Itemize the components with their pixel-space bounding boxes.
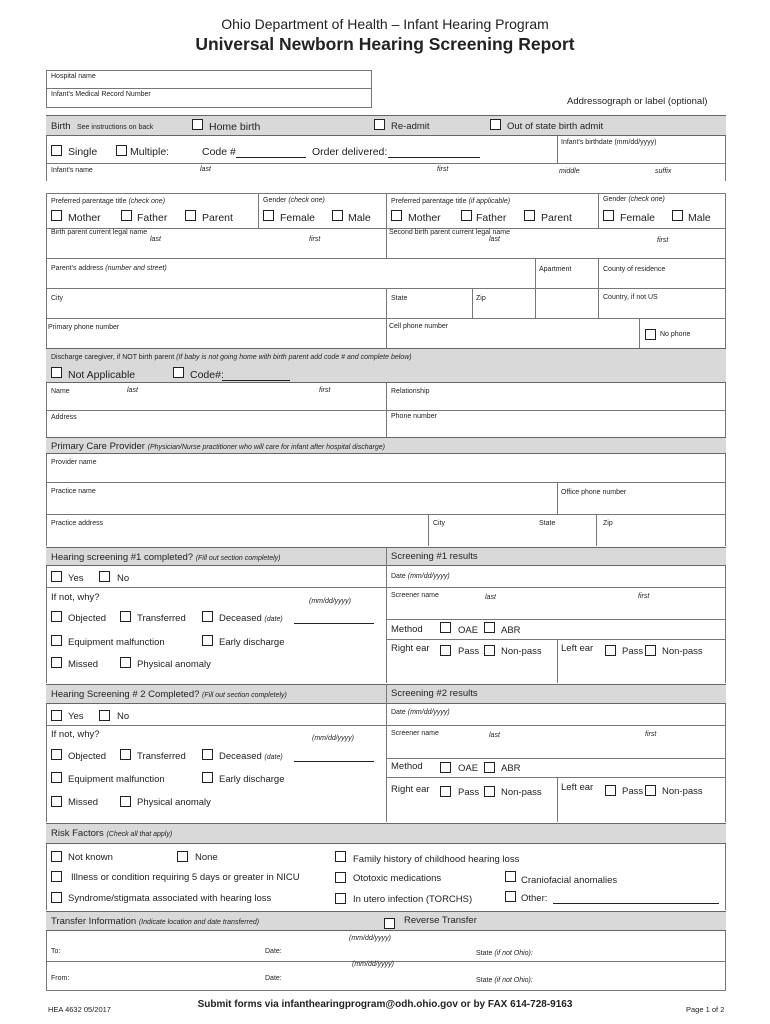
s2-if-not-label: If not, why?: [51, 729, 100, 740]
screening2-results-header: Screening #2 results: [391, 688, 478, 699]
s2-equipment-label: Equipment malfunction: [68, 774, 165, 785]
p2-father-checkbox[interactable]: [461, 210, 472, 221]
risk-other-label: Other:: [521, 893, 548, 904]
p2-female-checkbox[interactable]: [603, 210, 614, 221]
s1-physical-label: Physical anomaly: [137, 659, 211, 670]
order-delivered-label: Order delivered:: [312, 146, 388, 158]
hospital-name-label[interactable]: Hospital name: [51, 73, 96, 80]
transfer-to-label[interactable]: To:: [51, 948, 61, 955]
department-title: Ohio Department of Health – Infant Hearing Program: [221, 16, 549, 32]
risk-other-checkbox[interactable]: [505, 891, 516, 902]
s1-left-pass-checkbox[interactable]: [605, 645, 616, 656]
s2-right-nonpass-label: Non-pass: [501, 787, 542, 798]
p1-father-label: Father: [137, 212, 168, 224]
addressograph-label: Addressograph or label (optional): [567, 96, 708, 107]
practice-state-label[interactable]: State: [539, 520, 556, 527]
code-input-line[interactable]: [236, 157, 306, 158]
transfer-from-date-label[interactable]: Date:: [265, 975, 282, 982]
discharge-code-line[interactable]: [222, 380, 290, 381]
risk-family-label: Family history of childhood hearing loss: [353, 854, 520, 865]
bp-last-label: last: [150, 236, 161, 243]
county-label[interactable]: County of residence: [603, 266, 666, 273]
s2-left-nonpass-checkbox[interactable]: [645, 785, 656, 796]
s1-right-nonpass-label: Non-pass: [501, 646, 542, 657]
s1-oae-checkbox[interactable]: [440, 622, 451, 633]
birthdate-label[interactable]: Infant's birthdate (mm/dd/yyyy): [561, 139, 657, 146]
discharge-code-label: Code#:: [190, 369, 224, 381]
s1-equipment-label: Equipment malfunction: [68, 637, 165, 648]
s1-oae-label: OAE: [458, 625, 479, 636]
relationship-label[interactable]: Relationship: [391, 388, 430, 395]
gender-2-label: Gender (check one): [603, 196, 665, 203]
transfer-from-state-label[interactable]: State (if not Ohio):: [476, 977, 533, 984]
risk-syndrome-checkbox[interactable]: [51, 892, 62, 903]
s1-left-nonpass-checkbox[interactable]: [645, 645, 656, 656]
p2-mother-checkbox[interactable]: [391, 210, 402, 221]
practice-city-label[interactable]: City: [433, 520, 446, 527]
page-number: Page 1 of 2: [686, 1005, 725, 1014]
s1-abr-label: ABR: [501, 625, 521, 636]
out-of-state-label: Out of state birth admit: [507, 121, 604, 132]
parentage-title-2-label: Preferred parentage title (if applicable): [391, 198, 511, 205]
reverse-transfer-checkbox[interactable]: [384, 918, 395, 929]
p1-mother-label: Mother: [68, 212, 101, 224]
home-birth-checkbox[interactable]: [192, 119, 203, 130]
s1-objected-label: Objected: [68, 613, 107, 624]
out-of-state-checkbox[interactable]: [490, 119, 501, 130]
birth-parent-name-label[interactable]: Birth parent current legal name: [51, 229, 148, 236]
medical-record-label[interactable]: Infant's Medical Record Number: [51, 91, 151, 98]
s1-abr-checkbox[interactable]: [484, 622, 495, 633]
caregiver-name-label[interactable]: Name: [51, 388, 70, 395]
s2-yes-checkbox[interactable]: [51, 710, 62, 721]
s2-no-checkbox[interactable]: [99, 710, 110, 721]
s2-abr-checkbox[interactable]: [484, 762, 495, 773]
s2-deceased-label: Deceased (date): [219, 751, 283, 762]
order-input-line[interactable]: [388, 157, 480, 158]
s1-no-label: No: [117, 573, 130, 584]
p2-male-checkbox[interactable]: [672, 210, 683, 221]
discharge-code-checkbox[interactable]: [173, 367, 184, 378]
cell-phone-label[interactable]: Cell phone number: [389, 323, 449, 330]
s2-left-nonpass-label: Non-pass: [662, 786, 703, 797]
risk-illness-checkbox[interactable]: [51, 871, 62, 882]
risk-utero-checkbox[interactable]: [335, 893, 346, 904]
p1-father-checkbox[interactable]: [121, 210, 132, 221]
parent-address-label[interactable]: Parent's address (number and street): [51, 265, 167, 272]
s1-method-label: Method: [391, 624, 423, 635]
screening1-results-header: Screening #1 results: [391, 551, 478, 562]
multiple-label: Multiple:: [130, 146, 170, 158]
s2-transferred-checkbox[interactable]: [120, 749, 131, 760]
s2-right-pass-checkbox[interactable]: [440, 786, 451, 797]
s1-deceased-checkbox[interactable]: [202, 611, 213, 622]
caregiver-phone-label[interactable]: Phone number: [391, 413, 437, 420]
practice-name-label[interactable]: Practice name: [51, 488, 96, 495]
provider-name-label[interactable]: Provider name: [51, 459, 97, 466]
single-label: Single: [68, 146, 98, 158]
s2-deceased-date-line[interactable]: [294, 761, 374, 762]
readmit-checkbox[interactable]: [374, 119, 385, 130]
s2-oae-checkbox[interactable]: [440, 762, 451, 773]
not-applicable-label: Not Applicable: [68, 369, 136, 381]
no-phone-checkbox[interactable]: [645, 329, 656, 340]
risk-none-label: None: [195, 852, 218, 863]
s2-objected-label: Objected: [68, 751, 107, 762]
risk-ototoxic-label: Ototoxic medications: [353, 873, 442, 884]
p2-parent-checkbox[interactable]: [524, 210, 535, 221]
practice-zip-label[interactable]: Zip: [603, 520, 613, 527]
no-phone-label: No phone: [660, 331, 691, 338]
s2-left-ear-label: Left ear: [561, 782, 594, 793]
birth-label: Birth: [51, 121, 71, 132]
transfer-from-label[interactable]: From:: [51, 975, 70, 982]
s1-left-ear-label: Left ear: [561, 643, 594, 654]
s2-screener-first: first: [645, 731, 657, 738]
risk-illness-label: Illness or condition requiring 5 days or greater in NICU: [71, 872, 300, 883]
multiple-checkbox[interactable]: [116, 145, 127, 156]
transfer-from-date-fmt: (mm/dd/yyyy): [352, 961, 394, 968]
s2-left-pass-checkbox[interactable]: [605, 785, 616, 796]
p2-father-label: Father: [476, 212, 507, 224]
s2-objected-checkbox[interactable]: [51, 749, 62, 760]
s1-right-ear-label: Right ear: [391, 643, 430, 654]
risk-utero-label: In utero infection (TORCHS): [353, 894, 473, 905]
s1-left-pass-label: Pass: [622, 646, 644, 657]
s2-left-pass-label: Pass: [622, 786, 644, 797]
single-checkbox[interactable]: [51, 145, 62, 156]
s1-left-nonpass-label: Non-pass: [662, 646, 703, 657]
caregiver-last-label: last: [127, 387, 138, 394]
bp-first-label: first: [309, 236, 321, 243]
birth-instructions: See instructions on back: [77, 124, 154, 131]
s2-missed-label: Missed: [68, 797, 99, 808]
caregiver-first-label: first: [319, 387, 331, 394]
s2-missed-checkbox[interactable]: [51, 796, 62, 807]
caregiver-address-label[interactable]: Address: [51, 414, 77, 421]
discharge-header: Discharge caregiver, if NOT birth parent (If baby is not going home with birth parent add code # and complete below): [51, 354, 412, 361]
submit-instructions: Submit forms via infanthearingprogram@odh.ohio.gov or by FAX 614-728-9163: [197, 999, 573, 1010]
s2-physical-checkbox[interactable]: [120, 796, 131, 807]
parentage-title-1-label: Preferred parentage title (check one): [51, 198, 166, 205]
s1-screener-last: last: [485, 594, 496, 601]
s1-physical-checkbox[interactable]: [120, 657, 131, 668]
primary-phone-label[interactable]: Primary phone number: [48, 324, 120, 331]
infant-suffix-label: suffix: [655, 168, 672, 175]
s1-no-checkbox[interactable]: [99, 571, 110, 582]
p1-parent-checkbox[interactable]: [185, 210, 196, 221]
reverse-transfer-label: Reverse Transfer: [404, 915, 477, 926]
p1-parent-label: Parent: [202, 212, 233, 224]
infant-first-label: first: [437, 166, 449, 173]
sp-first-label: first: [657, 237, 669, 244]
s1-objected-checkbox[interactable]: [51, 611, 62, 622]
s2-early-label: Early discharge: [219, 774, 285, 785]
city-label[interactable]: City: [51, 295, 64, 302]
risk-craniofacial-label: Craniofacial anomalies: [521, 875, 618, 886]
risk-other-line[interactable]: [553, 903, 719, 904]
risk-none-checkbox[interactable]: [177, 851, 188, 862]
s1-screener-first: first: [638, 593, 650, 600]
risk-ototoxic-checkbox[interactable]: [335, 872, 346, 883]
s1-transferred-label: Transferred: [137, 613, 186, 624]
office-phone-label[interactable]: Office phone number: [561, 489, 627, 496]
p2-parent-label: Parent: [541, 212, 572, 224]
infant-middle-label: middle: [559, 168, 580, 175]
risk-not-known-checkbox[interactable]: [51, 851, 62, 862]
sp-last-label: last: [489, 236, 500, 243]
s1-right-pass-label: Pass: [458, 646, 480, 657]
infant-last-label: last: [200, 166, 211, 173]
s2-screener-last: last: [489, 732, 500, 739]
p2-mother-label: Mother: [408, 212, 441, 224]
second-parent-name-label[interactable]: Second birth parent current legal name: [389, 229, 511, 236]
transfer-to-state-label[interactable]: State (if not Ohio):: [476, 950, 533, 957]
infant-name-label[interactable]: Infant's name: [51, 167, 93, 174]
screening2-header: Hearing Screening # 2 Completed? (Fill out section completely): [51, 689, 287, 700]
s1-if-not-label: If not, why?: [51, 592, 100, 603]
risk-not-known-label: Not known: [68, 852, 113, 863]
s2-equipment-checkbox[interactable]: [51, 772, 62, 783]
s1-yes-label: Yes: [68, 573, 84, 584]
p1-male-label: Male: [348, 212, 371, 224]
transfer-to-date-fmt: (mm/dd/yyyy): [349, 935, 391, 942]
s2-early-checkbox[interactable]: [202, 772, 213, 783]
s2-right-pass-label: Pass: [458, 787, 480, 798]
s1-date-label[interactable]: Date (mm/dd/yyyy): [391, 573, 450, 580]
s2-abr-label: ABR: [501, 763, 521, 774]
pcp-header: Primary Care Provider (Physician/Nurse practitioner who will care for infant after hospital discharge): [51, 441, 385, 452]
s2-method-label: Method: [391, 761, 423, 772]
risk-craniofacial-checkbox[interactable]: [505, 871, 516, 882]
s2-deceased-checkbox[interactable]: [202, 749, 213, 760]
readmit-label: Re-admit: [391, 121, 430, 132]
s1-ifnot-date-fmt: (mm/dd/yyyy): [309, 598, 351, 605]
form-title: Universal Newborn Hearing Screening Report: [195, 34, 575, 54]
code-label: Code #: [202, 146, 236, 158]
state-label[interactable]: State: [391, 295, 408, 302]
s2-yes-label: Yes: [68, 711, 84, 722]
p2-female-label: Female: [620, 212, 656, 224]
s1-deceased-label: Deceased (date): [219, 613, 283, 624]
risk-syndrome-label: Syndrome/stigmata associated with hearing loss: [68, 893, 272, 904]
s2-no-label: No: [117, 711, 130, 722]
transfer-to-date-label[interactable]: Date:: [265, 948, 282, 955]
s2-right-nonpass-checkbox[interactable]: [484, 786, 495, 797]
screening1-header: Hearing screening #1 completed? (Fill out section completely): [51, 552, 281, 563]
risk-header: Risk Factors (Check all that apply): [51, 828, 173, 839]
s1-deceased-date-line[interactable]: [294, 623, 374, 624]
p2-male-label: Male: [688, 212, 711, 224]
p1-female-label: Female: [280, 212, 316, 224]
practice-address-label[interactable]: Practice address: [51, 520, 104, 527]
gender-1-label: Gender (check one): [263, 197, 325, 204]
not-applicable-checkbox[interactable]: [51, 367, 62, 378]
p1-female-checkbox[interactable]: [263, 210, 274, 221]
s1-screener-label[interactable]: Screener name: [391, 592, 439, 599]
home-birth-label: Home birth: [209, 121, 261, 133]
form-id: HEA 4632 05/2017: [48, 1005, 111, 1014]
s2-physical-label: Physical anomaly: [137, 797, 211, 808]
s2-oae-label: OAE: [458, 763, 479, 774]
s1-yes-checkbox[interactable]: [51, 571, 62, 582]
s1-right-nonpass-checkbox[interactable]: [484, 645, 495, 656]
s1-missed-label: Missed: [68, 659, 99, 670]
country-label[interactable]: Country, if not US: [603, 294, 658, 301]
p1-mother-checkbox[interactable]: [51, 210, 62, 221]
s1-early-label: Early discharge: [219, 637, 285, 648]
transfer-header: Transfer Information (Indicate location and date transferred): [51, 916, 260, 927]
s1-early-checkbox[interactable]: [202, 635, 213, 646]
p1-male-checkbox[interactable]: [332, 210, 343, 221]
s1-missed-checkbox[interactable]: [51, 657, 62, 668]
risk-family-checkbox[interactable]: [335, 851, 346, 862]
apartment-label[interactable]: Apartment: [539, 266, 572, 273]
zip-label[interactable]: Zip: [476, 295, 486, 302]
s2-ifnot-date-fmt: (mm/dd/yyyy): [312, 735, 354, 742]
s2-date-label[interactable]: Date (mm/dd/yyyy): [391, 709, 450, 716]
s2-right-ear-label: Right ear: [391, 784, 430, 795]
s2-transferred-label: Transferred: [137, 751, 186, 762]
s1-right-pass-checkbox[interactable]: [440, 645, 451, 656]
s1-transferred-checkbox[interactable]: [120, 611, 131, 622]
s2-screener-label[interactable]: Screener name: [391, 730, 439, 737]
s1-equipment-checkbox[interactable]: [51, 635, 62, 646]
